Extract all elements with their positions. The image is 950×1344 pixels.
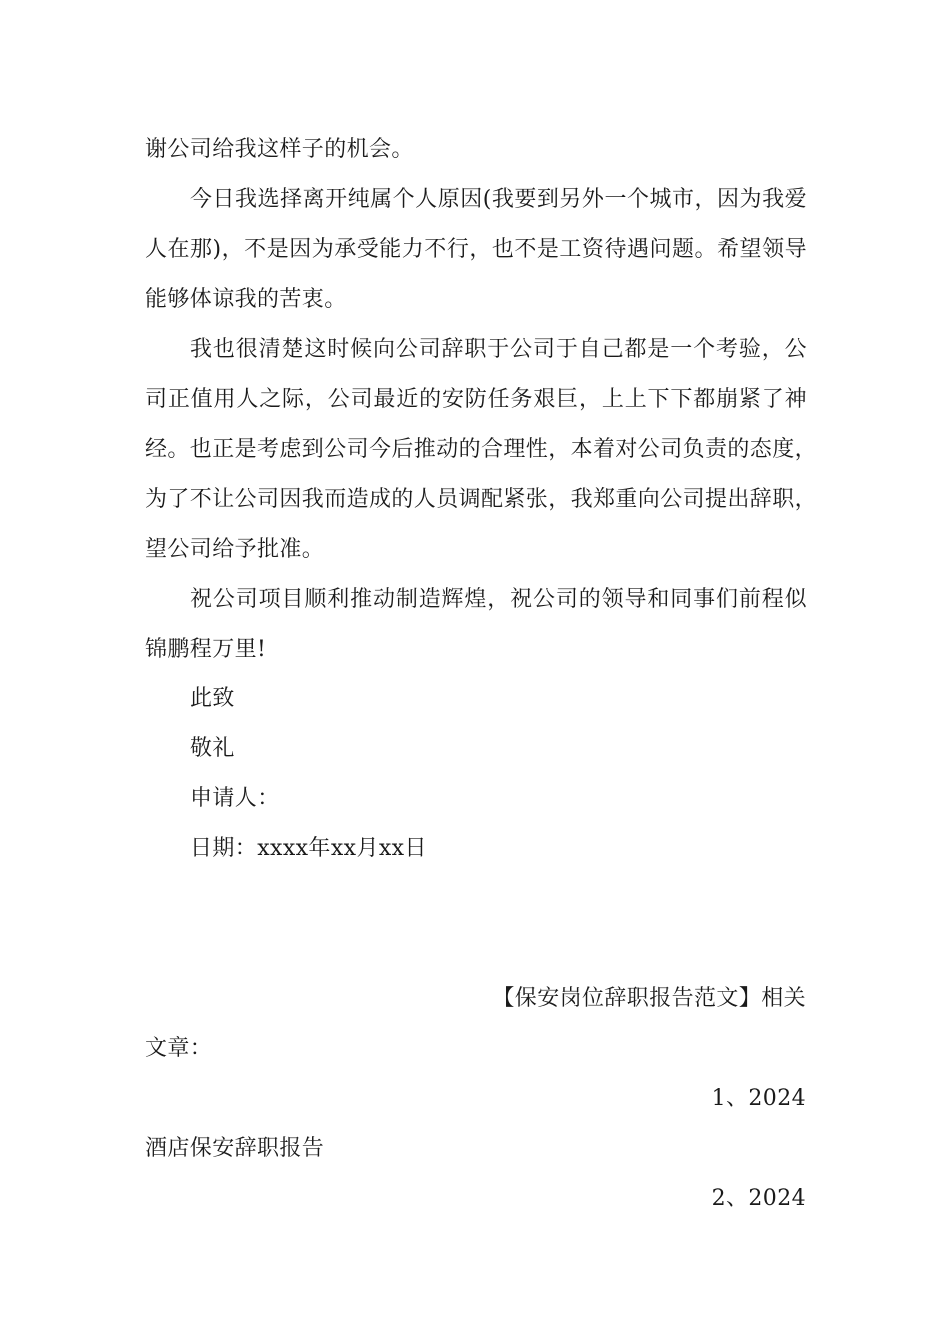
related-item-title: 酒店保安辞职报告: [145, 1136, 325, 1161]
related-item-number: 2、2024: [711, 1186, 806, 1211]
body-line: 望公司给予批准。: [145, 537, 325, 562]
body-line: 经。也正是考虑到公司今后推动的合理性，本着对公司负责的态度，: [145, 437, 818, 462]
body-line: 为了不让公司因我而造成的人员调配紧张，我郑重向公司提出辞职，: [145, 487, 818, 512]
paragraph-start-line: 今日我选择离开纯属个人原因(我要到另外一个城市，因为我爱: [190, 187, 807, 212]
date-line: 日期：xxxx年xx月xx日: [190, 836, 427, 861]
applicant-label: 申请人：: [190, 786, 280, 811]
paragraph-start-line: 祝公司项目顺利推动制造辉煌，祝公司的领导和同事们前程似: [190, 587, 807, 612]
salutation: 此致: [190, 686, 235, 711]
related-heading: 【保安岗位辞职报告范文】相关: [492, 986, 806, 1011]
related-heading-cont: 文章：: [145, 1036, 213, 1061]
body-line: 谢公司给我这样子的机会。: [145, 137, 414, 162]
related-item-number: 1、2024: [711, 1086, 806, 1111]
regards: 敬礼: [190, 736, 235, 761]
body-line: 司正值用人之际，公司最近的安防任务艰巨，上上下下都崩紧了神: [145, 387, 807, 412]
body-line: 锦鹏程万里!: [145, 637, 267, 662]
body-line: 人在那)，不是因为承受能力不行，也不是工资待遇问题。希望领导: [145, 237, 807, 262]
body-line: 能够体谅我的苦衷。: [145, 287, 347, 312]
paragraph-start-line: 我也很清楚这时候向公司辞职于公司于自己都是一个考验，公: [190, 337, 807, 362]
